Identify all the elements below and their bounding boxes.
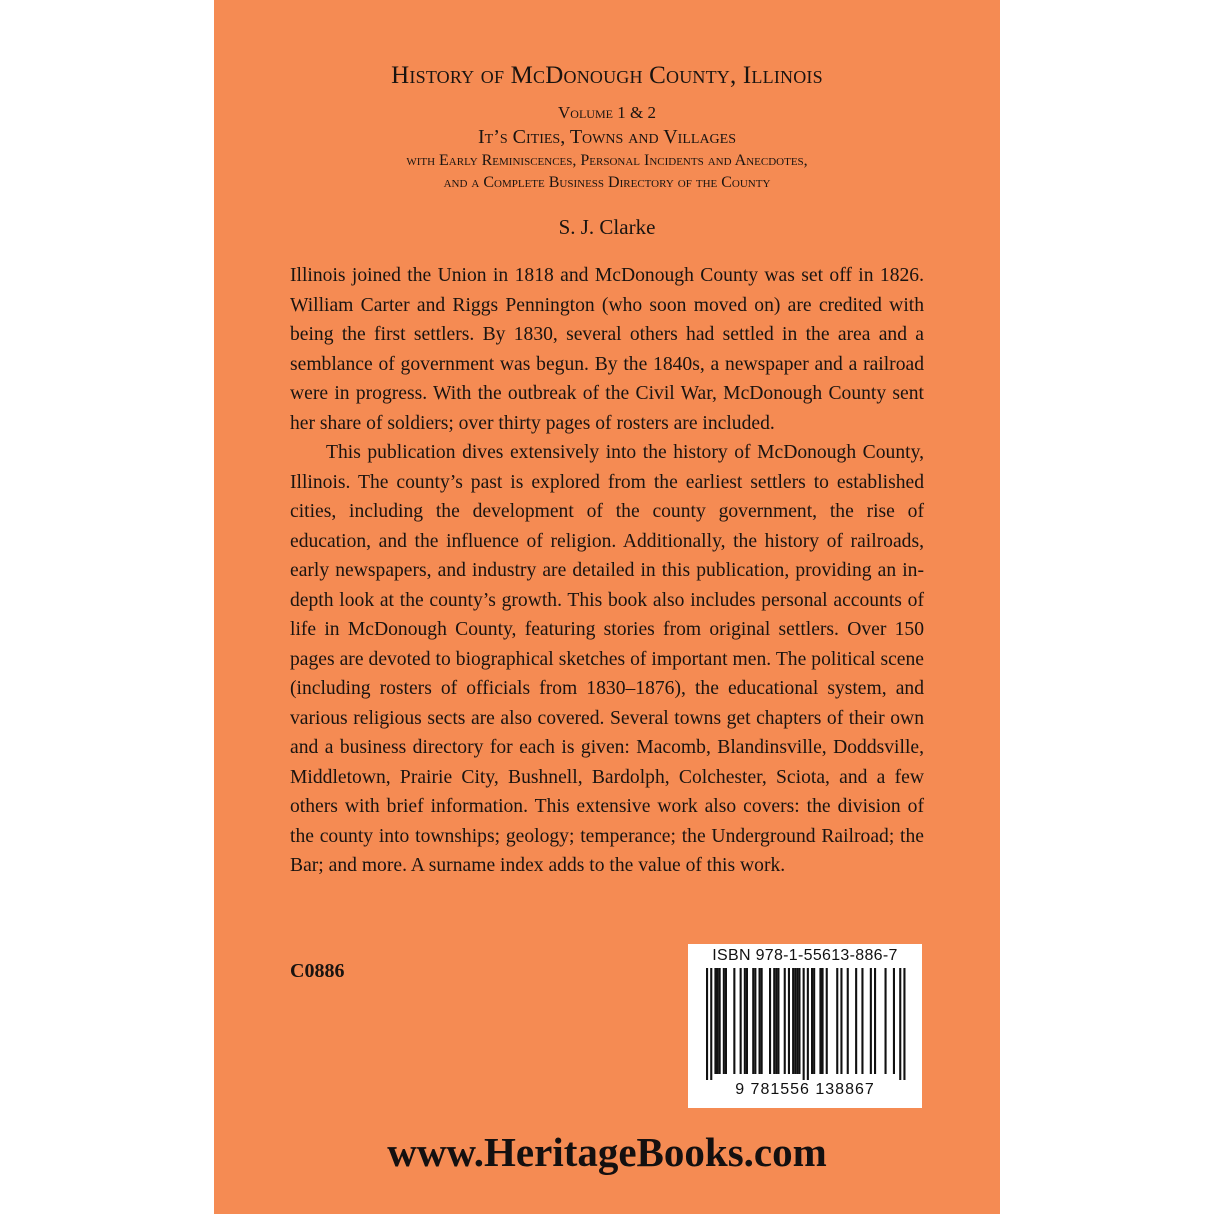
barcode-bar [733,968,735,1074]
barcode-bar [885,968,887,1074]
isbn-barcode [688,944,922,1108]
product-code: C0886 [290,960,345,982]
book-title: History of McDonough County, Illinois [391,62,823,89]
description-text [290,261,924,881]
barcode-bar [870,968,872,1074]
barcode-bar [706,968,708,1080]
barcode-bar [761,968,763,1074]
barcode-bar [899,968,901,1080]
barcode-bar [874,968,876,1074]
barcode-bar [792,968,794,1074]
barcode-bar [754,968,756,1074]
barcode-bar [775,968,777,1074]
barcode-digits: 9 781556 138867 [735,1081,875,1098]
book-back-cover [214,0,1000,1214]
subtitle-main: It’s Cities, Towns and Villages [477,126,737,148]
barcode-bar [740,968,742,1074]
barcode-bar [746,968,748,1074]
barcode-bar [847,968,849,1074]
barcode-bar [811,968,813,1074]
barcode-bar [840,968,842,1074]
barcode-bar [752,968,754,1074]
description-paragraph-2: This publication dives extensively into the history of McDonough County, Illinois. The county’s past is explored from the earliest settlers to established cities, including the development of the county government, the rise of education, and the influence of religion. Additionally, the history of railroads, early newspapers, and industry are detailed in this publication, providing an in-depth look at the county’s growth. This book also includes personal accounts of life in McDonough County, featuring stories from original settlers. Over 150 pages are devoted to biographical sketches of important men. The political scene (including rosters of officials from 1830–1876), the educational system, and various religious sects are also covered. Several towns get chapters of their own and a business directory for each is given: Macomb, Blandinsville, Doddsville, Middletown, Prairie City, Bushnell, Bardolph, Colchester, Sciota, and a few others with brief information. This extensive work also covers: the division of the county into townships; geology; temperance; the Underground Railroad; the Bar; and more. A surname index adds to the value of this work. [290,442,924,876]
volume-label: Volume 1 & 2 [558,103,656,122]
barcode-bar [710,968,712,1080]
author-name: S. J. Clarke [558,215,656,239]
barcode-bars [696,968,914,1080]
barcode-bar [803,968,805,1080]
barcode-bar [769,968,771,1074]
barcode-bar [788,968,790,1074]
barcode-bar [861,968,863,1074]
publisher-website: www.HeritageBooks.com [387,1129,827,1175]
barcode-bar [893,968,895,1074]
barcode-bar [798,968,800,1074]
barcode-bar [836,968,838,1074]
barcode-bar [796,968,798,1074]
description-paragraph-1: Illinois joined the Union in 1818 and McDonough County was set off in 1826. William Carter and Riggs Pennington (who soon moved on) are credited with being the first settlers. By 1830, several others had settled in the area and a semblance of government was begun. By the 1840s, a newspaper and a railroad were in progress. With the outbreak of the Civil War, McDonough County sent her share of soldiers; over thirty pages of rosters are included. [290,265,924,434]
barcode-bar [777,968,779,1074]
barcode-bar [759,968,761,1074]
barcode-bar [773,968,775,1074]
barcode-bar [807,968,809,1080]
barcode-bar [826,968,828,1074]
barcode-bar [744,968,746,1074]
barcode-bar [719,968,721,1074]
barcode-bar [819,968,821,1074]
barcode-bar [714,968,716,1074]
barcode-bar [784,968,786,1074]
barcode-bar [903,968,905,1080]
isbn-label: ISBN 978-1-55613-886-7 [712,947,898,964]
subtitle-line-2: with Early Reminiscences, Personal Incidents and Anecdotes, [406,152,808,169]
subtitle-line-3: and a Complete Business Directory of the County [443,174,771,191]
barcode-bar [794,968,796,1074]
barcode-bar [855,968,857,1074]
barcode-bar [723,968,725,1074]
barcode-bar [725,968,727,1074]
barcode-bar [813,968,815,1074]
subtitle-block [214,102,1000,194]
barcode-bar [822,968,824,1074]
barcode-bar [717,968,719,1074]
